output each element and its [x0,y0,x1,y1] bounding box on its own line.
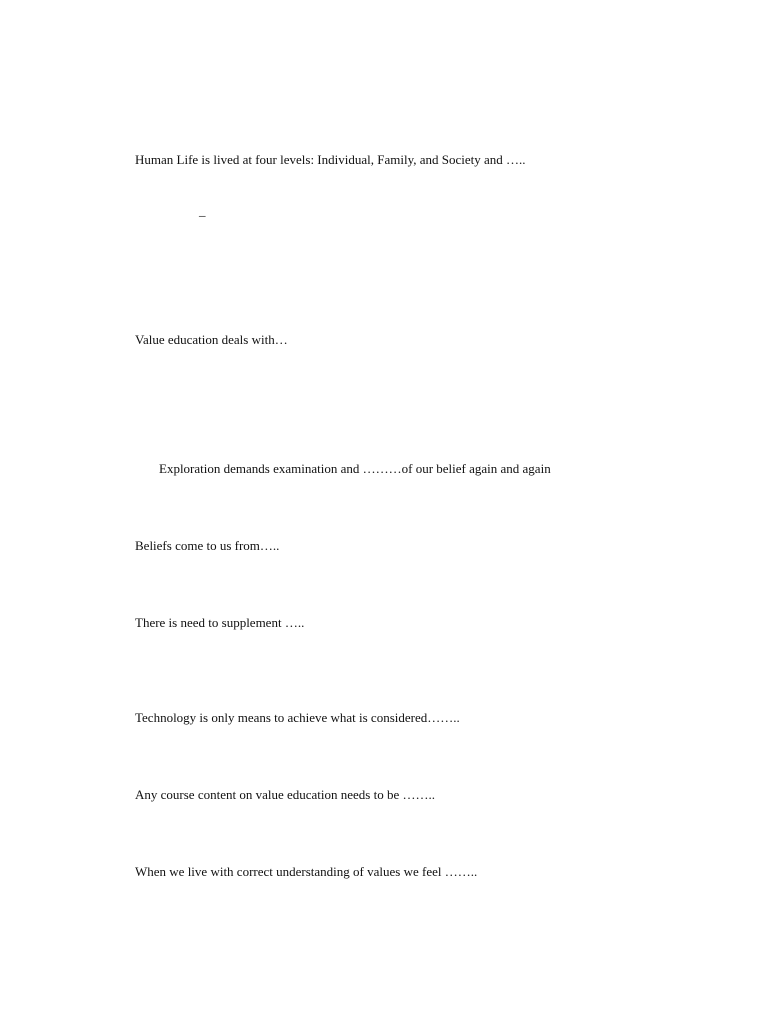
question-correct-understanding: When we live with correct understanding of values we feel …….. [135,864,478,879]
question-value-education: Value education deals with… [135,332,288,347]
question-beliefs: Beliefs come to us from….. [135,538,280,553]
question-course-content: Any course content on value education needs to be …….. [135,787,435,802]
underscore-mark: _ [199,203,206,218]
question-technology: Technology is only means to achieve what is considered…….. [135,710,460,725]
question-supplement: There is need to supplement ….. [135,615,305,630]
question-exploration: Exploration demands examination and ………of our belief again and again [159,461,551,476]
question-levels-of-life: Human Life is lived at four levels: Individual, Family, and Society and ….. [135,152,526,167]
